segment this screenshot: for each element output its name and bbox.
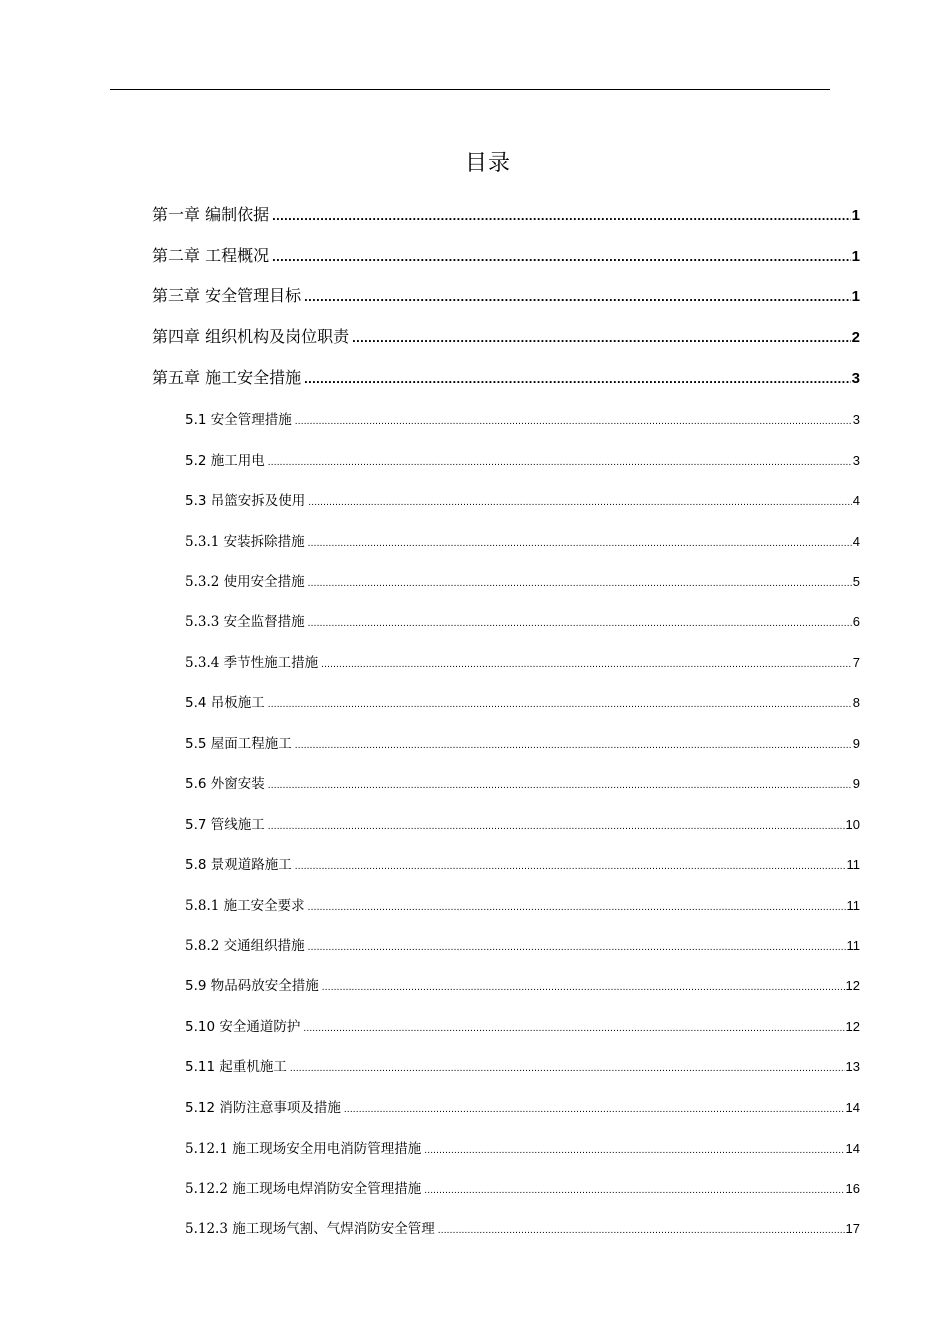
toc-entry-page: 4: [852, 534, 860, 549]
toc-entry[interactable]: [185, 651, 860, 671]
toc-entry-page: 10: [845, 817, 860, 832]
toc-entry-label: 5.7 管线施工: [185, 817, 265, 833]
toc-leader-dots: [304, 289, 851, 304]
toc-leader-dots: [321, 659, 852, 670]
toc-entry-page: 1: [851, 288, 860, 305]
toc-leader-dots: [272, 249, 851, 264]
toc-entry-page: 9: [852, 736, 860, 751]
toc-entry-label: 第三章 安全管理目标: [152, 286, 302, 305]
toc-entry-label: 第二章 工程概况: [152, 246, 270, 265]
toc-entry-page: 6: [852, 614, 860, 629]
toc-entry-label: 5.5 屋面工程施工: [185, 736, 292, 752]
toc-entry-label: 5.1 安全管理措施: [185, 412, 292, 428]
toc-entry-label: 5.12.1 施工现场安全用电消防管理措施: [185, 1141, 422, 1157]
toc-entry[interactable]: [152, 283, 860, 306]
toc-entry[interactable]: [185, 1217, 860, 1237]
toc-leader-dots: [308, 942, 846, 953]
toc-entry-page: 2: [851, 329, 860, 346]
toc-entry-label: 5.8.1 施工安全要求: [185, 898, 305, 914]
toc-entry-page: 3: [852, 412, 860, 427]
toc-entry[interactable]: [185, 934, 860, 954]
toc-entry[interactable]: [185, 530, 860, 550]
toc-entry[interactable]: [185, 489, 860, 509]
toc-leader-dots: [308, 497, 852, 508]
toc-leader-dots: [272, 208, 851, 223]
toc-entry[interactable]: [152, 324, 860, 347]
toc-leader-dots: [303, 1023, 844, 1034]
toc-leader-dots: [295, 740, 852, 751]
toc-leader-dots: [268, 780, 852, 791]
toc-entry-page: 11: [846, 898, 860, 913]
toc-entry-label: 5.3.4 季节性施工措施: [185, 655, 319, 671]
toc-entry-label: 5.9 物品码放安全措施: [185, 978, 319, 994]
toc-entry[interactable]: [185, 408, 860, 428]
toc-entry-page: 14: [845, 1141, 860, 1156]
toc-entry-page: 4: [852, 493, 860, 508]
toc-leader-dots: [344, 1104, 845, 1115]
toc-entry-label: 第五章 施工安全措施: [152, 368, 302, 387]
toc-leader-dots: [352, 330, 851, 345]
toc-leader-dots: [424, 1145, 844, 1156]
toc-leader-dots: [308, 618, 852, 629]
toc-entry[interactable]: [185, 1177, 860, 1197]
toc-leader-dots: [424, 1185, 844, 1196]
toc-entry[interactable]: [152, 202, 860, 225]
toc-entry-page: 13: [845, 1059, 860, 1074]
toc-entry-page: 9: [852, 776, 860, 791]
toc-entry[interactable]: [185, 974, 860, 994]
toc-entry-page: 5: [852, 574, 860, 589]
toc-entry-page: 16: [845, 1181, 860, 1196]
toc-entry-label: 5.11 起重机施工: [185, 1059, 287, 1075]
toc-leader-dots: [304, 371, 851, 386]
toc-entry-label: 第四章 组织机构及岗位职责: [152, 327, 350, 346]
toc-entry-page: 17: [845, 1221, 860, 1236]
toc-entry[interactable]: [185, 772, 860, 792]
toc-entry-page: 8: [852, 695, 860, 710]
header-rule: [110, 89, 830, 90]
toc-entry-label: 5.10 安全通道防护: [185, 1019, 301, 1035]
toc-entry[interactable]: [185, 894, 860, 914]
toc-leader-dots: [308, 902, 846, 913]
toc-entry-label: 5.12 消防注意事项及措施: [185, 1100, 341, 1116]
toc-entry-label: 5.12.3 施工现场气割、气焊消防安全管理: [185, 1221, 435, 1237]
toc-entry[interactable]: [185, 1055, 860, 1075]
toc-entry-label: 5.8 景观道路施工: [185, 857, 292, 873]
page-title: 目录: [464, 151, 511, 176]
toc-entry-label: 5.3.2 使用安全措施: [185, 574, 305, 590]
toc-entry-label: 5.3.1 安装拆除措施: [185, 534, 305, 550]
toc-entry-page: 3: [852, 453, 860, 468]
toc-entry[interactable]: [185, 853, 860, 873]
toc-leader-dots: [295, 861, 846, 872]
toc-entry[interactable]: [185, 570, 860, 590]
toc-entry-label: 5.2 施工用电: [185, 453, 265, 469]
toc-entry[interactable]: [185, 732, 860, 752]
toc-leader-dots: [322, 982, 845, 993]
toc-leader-dots: [268, 457, 852, 468]
toc-leader-dots: [268, 821, 845, 832]
toc-entry[interactable]: [185, 1137, 860, 1157]
toc-entry[interactable]: [152, 365, 860, 388]
toc-entry-label: 5.3.3 安全监督措施: [185, 614, 305, 630]
toc-entry-label: 第一章 编制依据: [152, 205, 270, 224]
toc-leader-dots: [308, 578, 852, 589]
toc-entry-page: 12: [845, 1019, 860, 1034]
toc-entry[interactable]: [185, 1096, 860, 1116]
toc-entry-page: 14: [845, 1100, 860, 1115]
toc-entry-label: 5.12.2 施工现场电焊消防安全管理措施: [185, 1181, 422, 1197]
toc-entry-label: 5.8.2 交通组织措施: [185, 938, 305, 954]
toc-entry[interactable]: [185, 1015, 860, 1035]
toc-leader-dots: [290, 1063, 845, 1074]
toc-entry[interactable]: [185, 449, 860, 469]
toc-leader-dots: [268, 699, 852, 710]
toc-leader-dots: [438, 1225, 845, 1236]
toc-entry[interactable]: [152, 243, 860, 266]
toc-entry-page: 3: [851, 370, 860, 387]
toc-entry[interactable]: [185, 691, 860, 711]
toc-entry-page: 11: [846, 938, 860, 953]
toc-entry-page: 12: [845, 978, 860, 993]
toc-entry-page: 11: [846, 857, 860, 872]
toc-leader-dots: [295, 416, 852, 427]
toc-entry-label: 5.6 外窗安装: [185, 776, 265, 792]
toc-entry-page: 7: [852, 655, 860, 670]
toc-entry-page: 1: [851, 207, 860, 224]
toc-entry[interactable]: [185, 610, 860, 630]
toc-entry-label: 5.3 吊篮安拆及使用: [185, 493, 306, 509]
toc-entry[interactable]: [185, 813, 860, 833]
toc-entry-label: 5.4 吊板施工: [185, 695, 265, 711]
toc-entry-page: 1: [851, 248, 860, 265]
toc-leader-dots: [308, 538, 852, 549]
